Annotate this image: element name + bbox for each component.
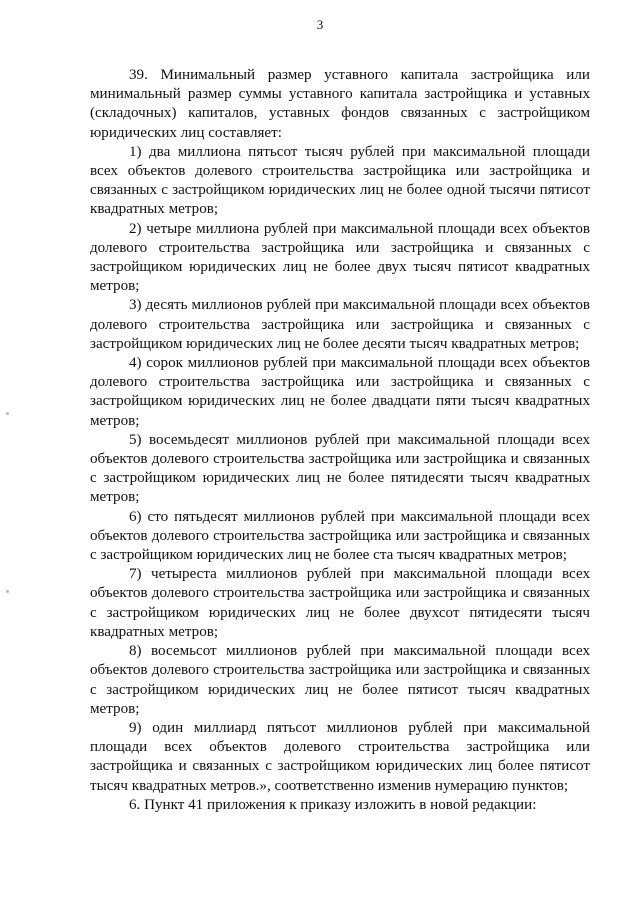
document-body	[90, 66, 590, 815]
clause-39-item-8: 8) восемьсот миллионов рублей при максимальной площади всех объектов долевого строительства застройщика или застройщика и связанных с застройщиком юридических лиц не более пятисот тысяч квадратных метров;	[90, 643, 590, 717]
clause-39-item-3: 3) десять миллионов рублей при максимальной площади всех объектов долевого строительства застройщика или застройщика и связанных с застройщиком юридических лиц не более десяти тысяч квадратных метров;	[90, 297, 590, 352]
page-number: 3	[316, 17, 324, 32]
margin-scan-mark	[6, 590, 9, 593]
clause-39-item-7: 7) четыреста миллионов рублей при максимальной площади всех объектов долевого строительства застройщика или застройщика и связанных с застройщиком юридических лиц не более двухсот пятидесяти тысяч квадратных метров;	[90, 566, 590, 640]
clause-39-item-2: 2) четыре миллиона рублей при максимальной площади всех объектов долевого строительства застройщика или застройщика и связанных с застройщиком юридических лиц не более двух тысяч пятисот квадратных метров;	[90, 220, 590, 295]
clause-39-item-4: 4) сорок миллионов рублей при максимальной площади всех объектов долевого строительства застройщика или застройщика и связанных с застройщиком юридических лиц не более двадцати пяти тысяч квадратных метров;	[90, 355, 590, 429]
clause-39-item-5: 5) восемьдесят миллионов рублей при максимальной площади всех объектов долевого строительства застройщика или застройщика и связанных с застройщиком юридических лиц не более пятидесяти тысяч квадратных метров;	[90, 431, 590, 506]
clause-39-item-1: 1) два миллиона пятьсот тысяч рублей при максимальной площади всех объектов долевого строительства застройщика или застройщика и связанных с застройщиком юридических лиц не более одной тысячи пятисот квадратных метров;	[90, 143, 590, 218]
margin-scan-mark	[6, 412, 9, 415]
clause-39-item-6: 6) сто пятьдесят миллионов рублей при максимальной площади всех объектов долевого строительства застройщика или застройщика и связанных с застройщиком юридических лиц не более ста тысяч квадратных метров;	[90, 508, 590, 564]
clause-39-intro: 39. Минимальный размер уставного капитала застройщика или минимальный размер суммы уставного капитала застройщика и уставных (складочных) капиталов, уставных фондов связанных с застройщиком юридических лиц составляет:	[90, 67, 590, 141]
amendment-item-6: 6. Пункт 41 приложения к приказу изложить в новой редакции:	[129, 796, 537, 813]
clause-39-item-9: 9) один миллиард пятьсот миллионов рублей при максимальной площади всех объектов долевого строительства застройщика или застройщика и связанных с застройщиком юридических лиц более пятисот тысяч квадратных метров.», соответственно изменив нумерацию пунктов;	[90, 719, 590, 794]
